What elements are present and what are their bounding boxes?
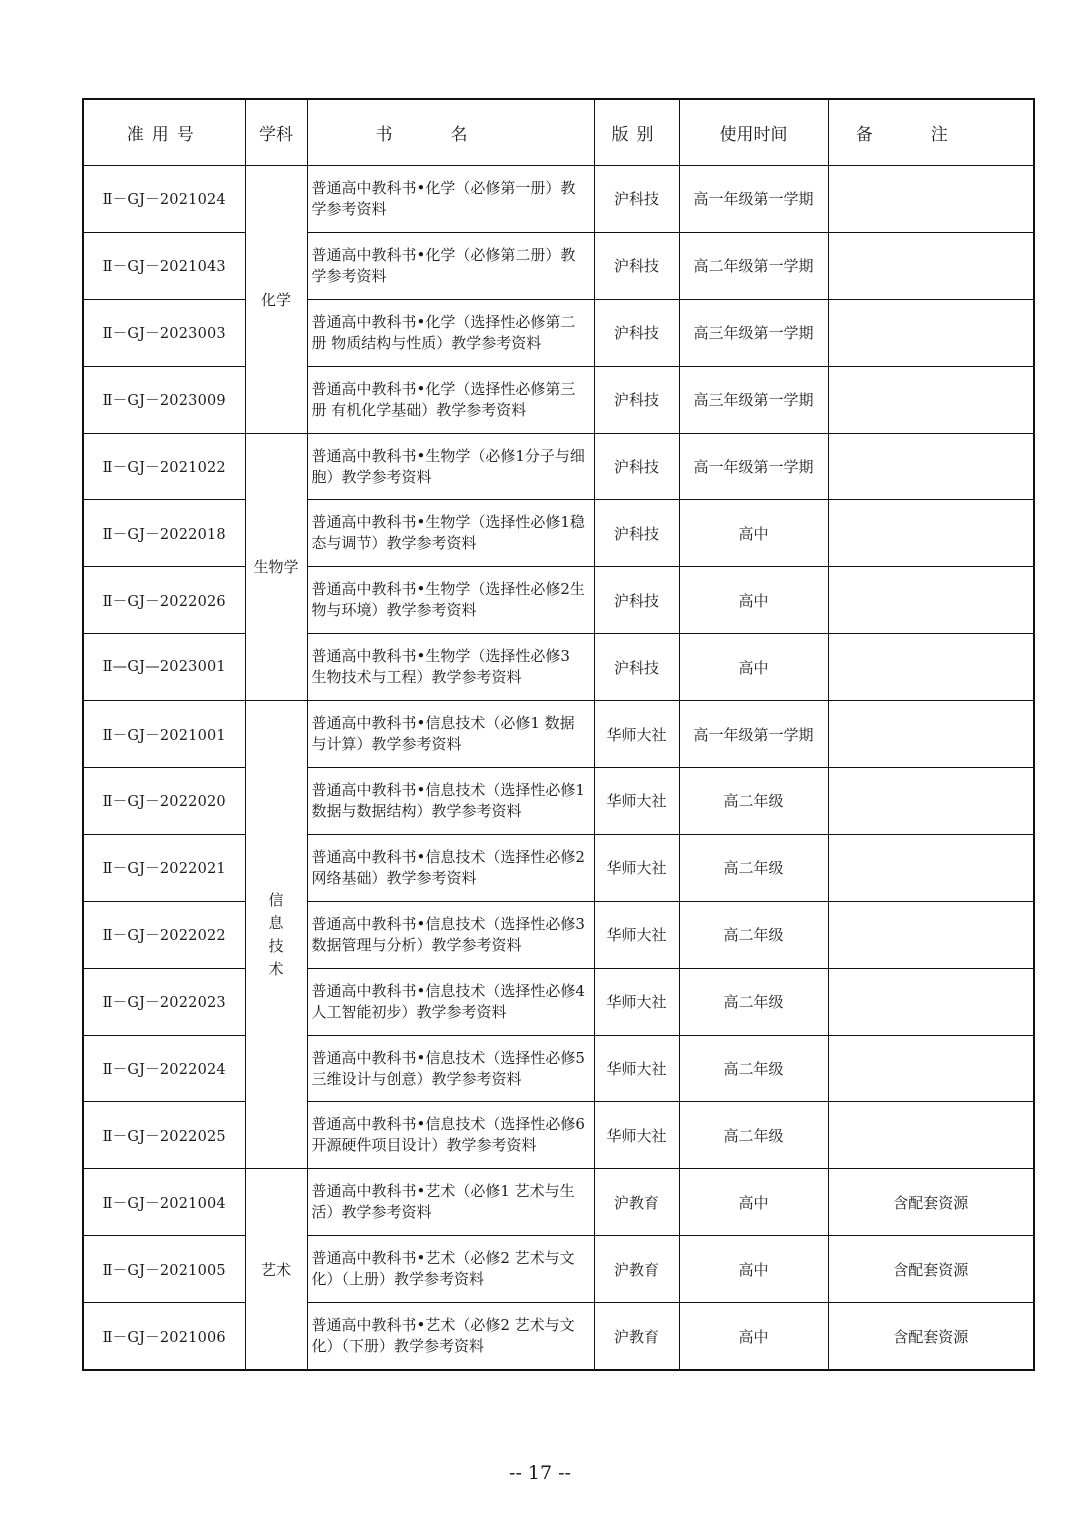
usage-cell: 高二年级 <box>679 768 828 835</box>
code-cell: Ⅱ－GJ－2022018 <box>83 500 245 567</box>
publisher-cell: 沪科技 <box>594 366 679 433</box>
code-cell: Ⅱ－GJ－2021004 <box>83 1169 245 1236</box>
publisher-cell: 沪科技 <box>594 166 679 233</box>
note-cell <box>828 232 1034 299</box>
publisher-cell: 沪科技 <box>594 232 679 299</box>
publisher-cell: 沪教育 <box>594 1303 679 1370</box>
usage-cell: 高二年级 <box>679 968 828 1035</box>
usage-cell: 高中 <box>679 567 828 634</box>
code-cell: Ⅱ－GJ－2022024 <box>83 1035 245 1102</box>
header-code: 准用号 <box>83 99 245 166</box>
note-cell <box>828 166 1034 233</box>
title-cell: 普通高中教科书•信息技术（选择性必修3 数据管理与分析）教学参考资料 <box>307 901 594 968</box>
table-row <box>83 366 1034 433</box>
title-cell: 普通高中教科书•信息技术（选择性必修5 三维设计与创意）教学参考资料 <box>307 1035 594 1102</box>
publisher-cell: 华师大社 <box>594 768 679 835</box>
table-row <box>83 232 1034 299</box>
title-cell: 普通高中教科书•信息技术（选择性必修2 网络基础）教学参考资料 <box>307 834 594 901</box>
title-cell: 普通高中教科书•化学（选择性必修第三册 有机化学基础）教学参考资料 <box>307 366 594 433</box>
note-cell <box>828 299 1034 366</box>
code-cell: Ⅱ－GJ－2022022 <box>83 901 245 968</box>
subject-cell-chemistry: 化学 <box>245 166 307 434</box>
note-cell <box>828 567 1034 634</box>
table-row <box>83 1035 1034 1102</box>
title-cell: 普通高中教科书•生物学（选择性必修1稳态与调节）教学参考资料 <box>307 500 594 567</box>
subject-cell-art: 艺术 <box>245 1169 307 1370</box>
code-cell: Ⅱ—GJ—2023001 <box>83 634 245 701</box>
usage-cell: 高三年级第一学期 <box>679 299 828 366</box>
table-row <box>83 634 1034 701</box>
code-cell: Ⅱ－GJ－2022026 <box>83 567 245 634</box>
table-row <box>83 567 1034 634</box>
note-cell: 含配套资源 <box>828 1303 1034 1370</box>
table-row <box>83 299 1034 366</box>
header-title: 书名 <box>307 99 594 166</box>
note-cell <box>828 1035 1034 1102</box>
textbook-approval-table <box>82 98 1035 1371</box>
table-row <box>83 500 1034 567</box>
publisher-cell: 华师大社 <box>594 968 679 1035</box>
note-cell <box>828 366 1034 433</box>
header-subject: 学科 <box>245 99 307 166</box>
title-cell: 普通高中教科书•化学（选择性必修第二册 物质结构与性质）教学参考资料 <box>307 299 594 366</box>
code-cell: Ⅱ－GJ－2022025 <box>83 1102 245 1169</box>
code-cell: Ⅱ－GJ－2021024 <box>83 166 245 233</box>
code-cell: Ⅱ－GJ－2021043 <box>83 232 245 299</box>
note-cell <box>828 968 1034 1035</box>
note-cell <box>828 768 1034 835</box>
page-number: -- 17 -- <box>509 1462 571 1484</box>
usage-cell: 高二年级 <box>679 834 828 901</box>
table-row <box>83 1236 1034 1303</box>
title-cell: 普通高中教科书•艺术（必修2 艺术与文化）（上册）教学参考资料 <box>307 1236 594 1303</box>
note-cell <box>828 433 1034 500</box>
title-cell: 普通高中教科书•化学（必修第二册）教学参考资料 <box>307 232 594 299</box>
subject-cell-biology: 生物学 <box>245 433 307 701</box>
usage-cell: 高中 <box>679 1169 828 1236</box>
table-row <box>83 166 1034 233</box>
usage-cell: 高二年级 <box>679 1102 828 1169</box>
publisher-cell: 华师大社 <box>594 701 679 768</box>
title-cell: 普通高中教科书•信息技术（必修1 数据与计算）教学参考资料 <box>307 701 594 768</box>
note-cell <box>828 701 1034 768</box>
title-cell: 普通高中教科书•生物学（必修1分子与细胞）教学参考资料 <box>307 433 594 500</box>
usage-cell: 高二年级 <box>679 901 828 968</box>
usage-cell: 高三年级第一学期 <box>679 366 828 433</box>
usage-cell: 高中 <box>679 1236 828 1303</box>
code-cell: Ⅱ－GJ－2021006 <box>83 1303 245 1370</box>
usage-cell: 高中 <box>679 634 828 701</box>
table-row <box>83 1303 1034 1370</box>
table-row <box>83 968 1034 1035</box>
header-note: 备注 <box>828 99 1034 166</box>
publisher-cell: 沪教育 <box>594 1169 679 1236</box>
title-cell: 普通高中教科书•化学（必修第一册）教学参考资料 <box>307 166 594 233</box>
table-row <box>83 1169 1034 1236</box>
publisher-cell: 沪科技 <box>594 500 679 567</box>
publisher-cell: 沪科技 <box>594 299 679 366</box>
publisher-cell: 华师大社 <box>594 834 679 901</box>
publisher-cell: 华师大社 <box>594 1102 679 1169</box>
title-cell: 普通高中教科书•生物学（选择性必修3 生物技术与工程）教学参考资料 <box>307 634 594 701</box>
note-cell <box>828 1102 1034 1169</box>
usage-cell: 高一年级第一学期 <box>679 701 828 768</box>
usage-cell: 高一年级第一学期 <box>679 433 828 500</box>
code-cell: Ⅱ－GJ－2023009 <box>83 366 245 433</box>
code-cell: Ⅱ－GJ－2022021 <box>83 834 245 901</box>
subject-it-vertical-label: 信息技术 <box>268 890 284 978</box>
title-cell: 普通高中教科书•信息技术（选择性必修4 人工智能初步）教学参考资料 <box>307 968 594 1035</box>
table-row <box>83 768 1034 835</box>
title-cell: 普通高中教科书•艺术（必修2 艺术与文化）（下册）教学参考资料 <box>307 1303 594 1370</box>
usage-cell: 高中 <box>679 1303 828 1370</box>
title-cell: 普通高中教科书•信息技术（选择性必修1 数据与数据结构）教学参考资料 <box>307 768 594 835</box>
header-row <box>83 99 1034 166</box>
table-row <box>83 1102 1034 1169</box>
publisher-cell: 沪科技 <box>594 567 679 634</box>
title-cell: 普通高中教科书•艺术（必修1 艺术与生活）教学参考资料 <box>307 1169 594 1236</box>
note-cell <box>828 500 1034 567</box>
table-row <box>83 701 1034 768</box>
code-cell: Ⅱ－GJ－2021005 <box>83 1236 245 1303</box>
publisher-cell: 沪科技 <box>594 634 679 701</box>
note-cell <box>828 634 1034 701</box>
note-cell <box>828 834 1034 901</box>
header-publisher: 版别 <box>594 99 679 166</box>
table-row <box>83 433 1034 500</box>
usage-cell: 高一年级第一学期 <box>679 166 828 233</box>
title-cell: 普通高中教科书•生物学（选择性必修2生物与环境）教学参考资料 <box>307 567 594 634</box>
title-cell: 普通高中教科书•信息技术（选择性必修6 开源硬件项目设计）教学参考资料 <box>307 1102 594 1169</box>
table-row <box>83 834 1034 901</box>
code-cell: Ⅱ－GJ－2022023 <box>83 968 245 1035</box>
publisher-cell: 沪科技 <box>594 433 679 500</box>
subject-cell-it <box>245 701 307 1169</box>
usage-cell: 高二年级 <box>679 1035 828 1102</box>
note-cell <box>828 901 1034 968</box>
code-cell: Ⅱ－GJ－2021001 <box>83 701 245 768</box>
header-usage: 使用时间 <box>679 99 828 166</box>
code-cell: Ⅱ－GJ－2023003 <box>83 299 245 366</box>
table-row <box>83 901 1034 968</box>
usage-cell: 高二年级第一学期 <box>679 232 828 299</box>
note-cell: 含配套资源 <box>828 1236 1034 1303</box>
note-cell: 含配套资源 <box>828 1169 1034 1236</box>
publisher-cell: 沪教育 <box>594 1236 679 1303</box>
usage-cell: 高中 <box>679 500 828 567</box>
publisher-cell: 华师大社 <box>594 901 679 968</box>
code-cell: Ⅱ－GJ－2021022 <box>83 433 245 500</box>
publisher-cell: 华师大社 <box>594 1035 679 1102</box>
code-cell: Ⅱ－GJ－2022020 <box>83 768 245 835</box>
